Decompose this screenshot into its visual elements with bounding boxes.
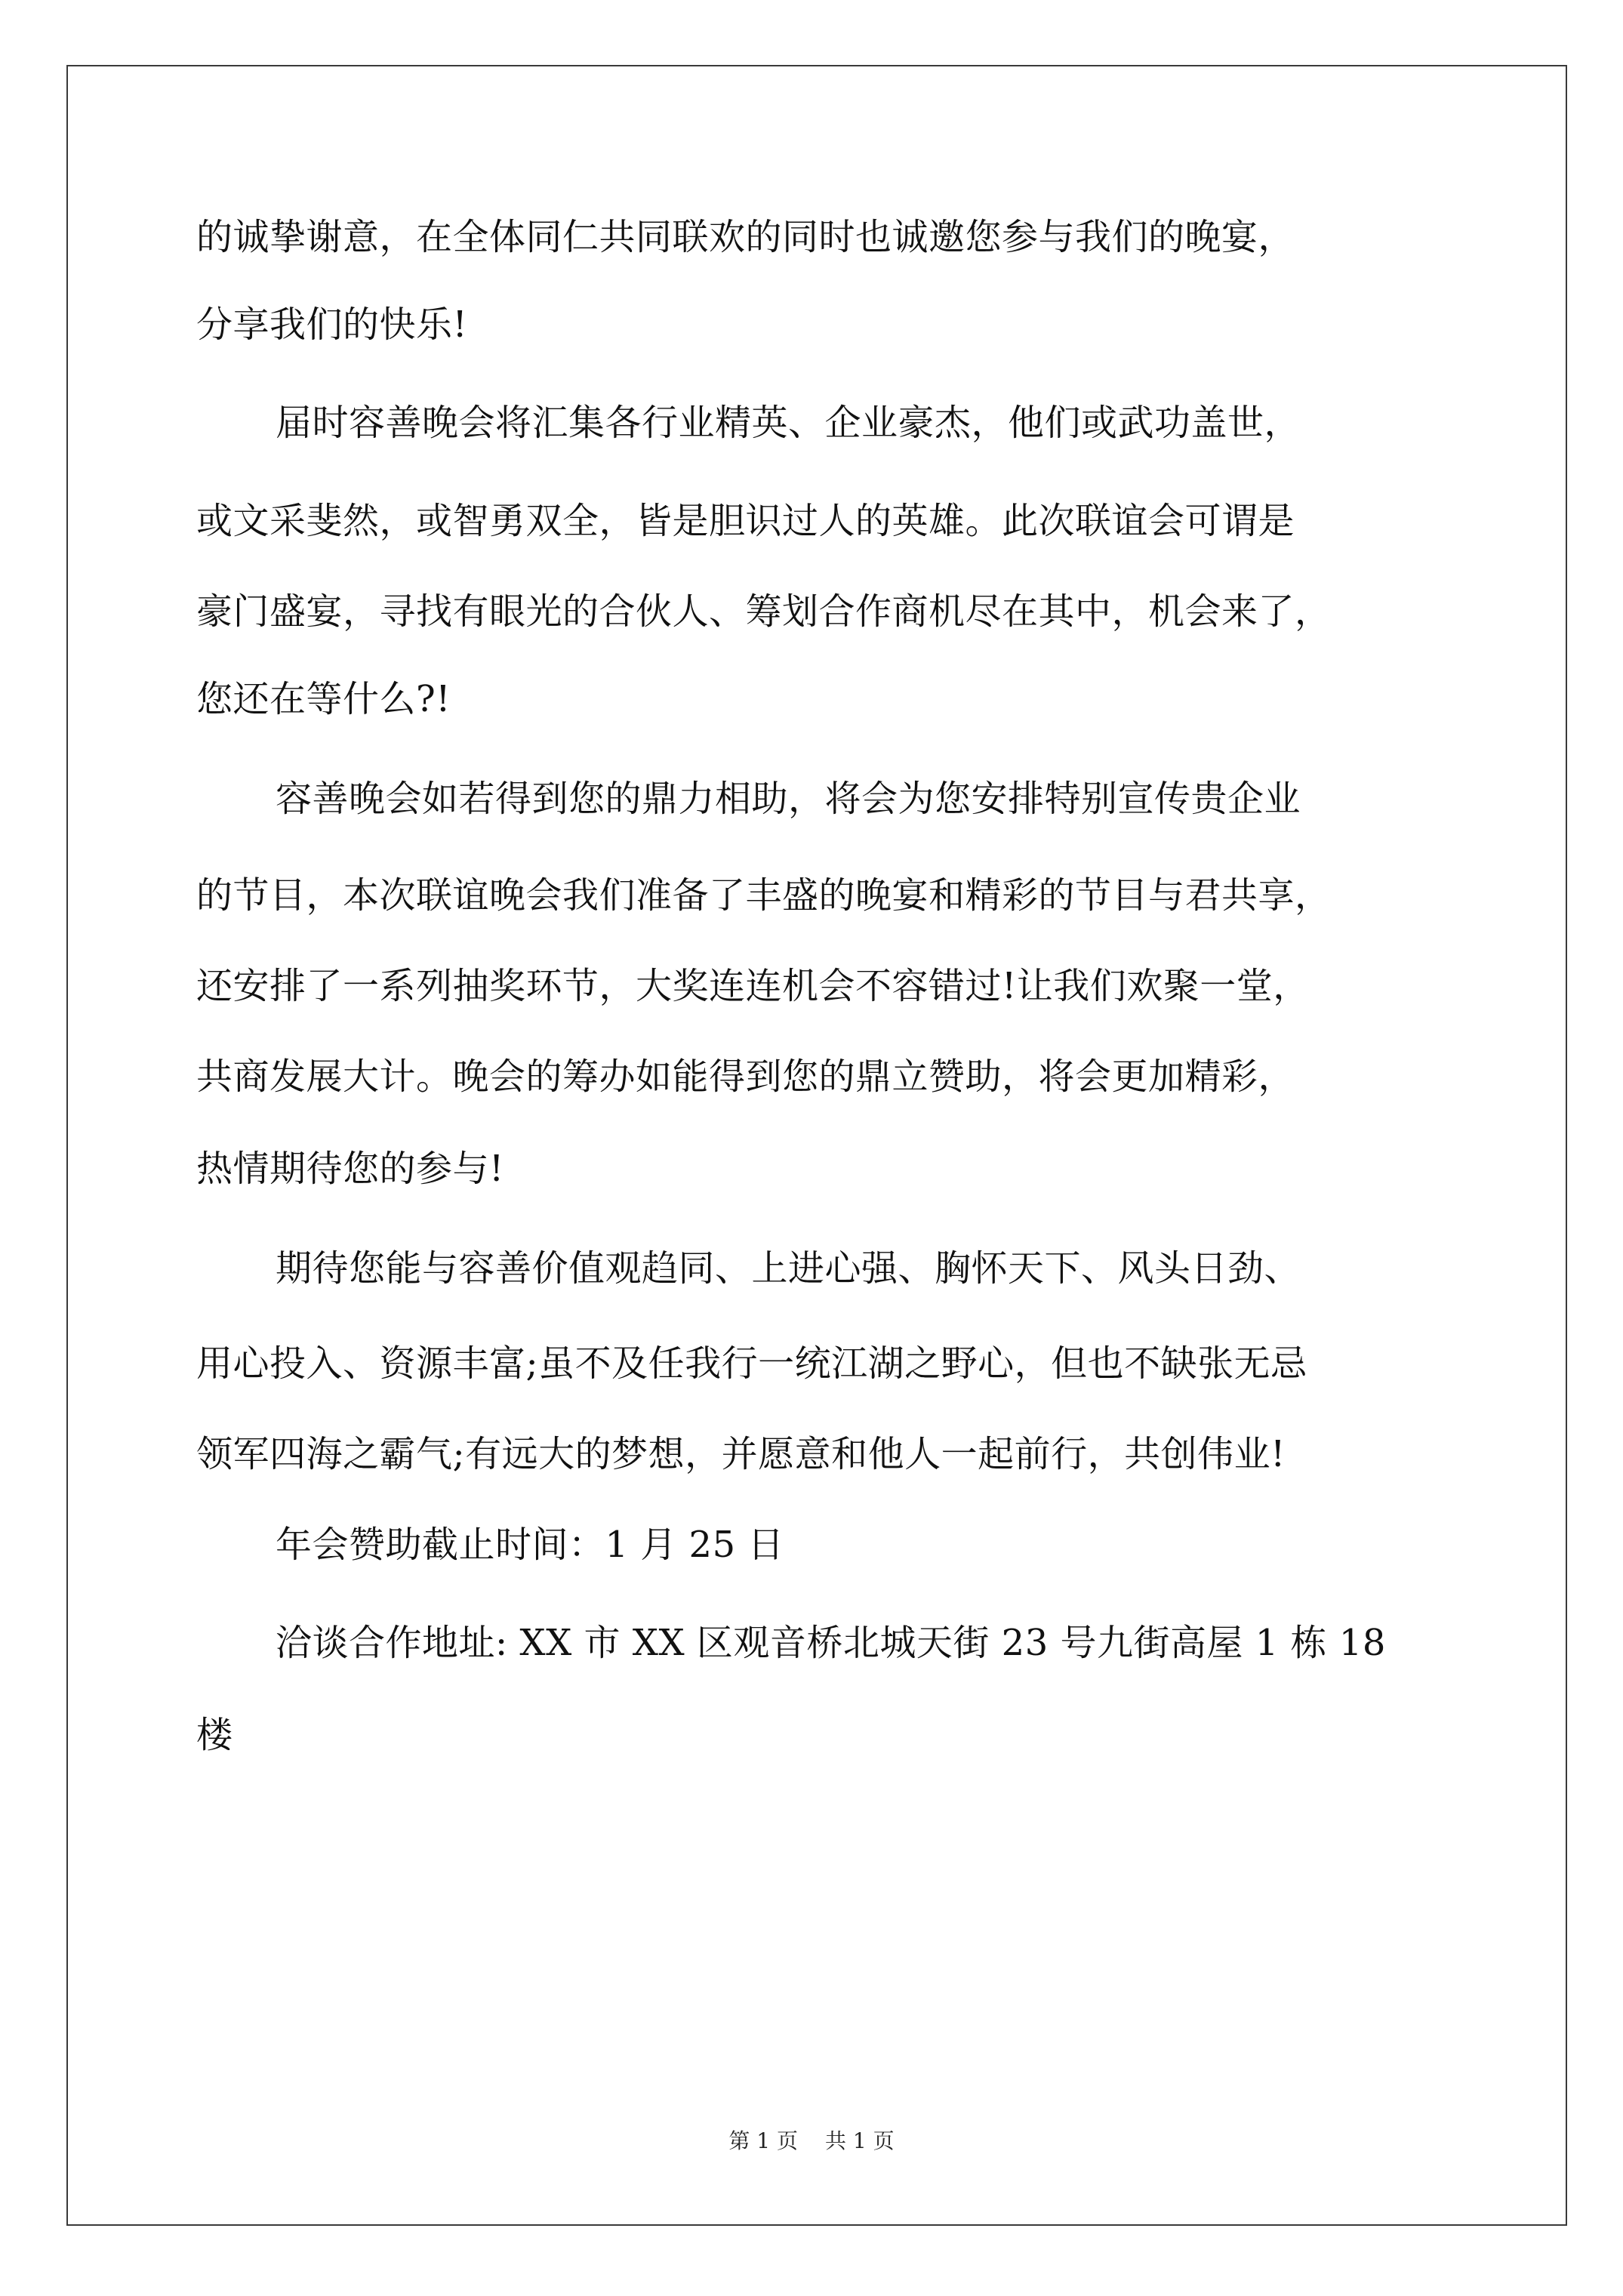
address-line: 楼 — [196, 1714, 233, 1756]
page-number: 第 1 页 — [728, 2128, 798, 2153]
paragraph-line: 还安排了一系列抽奖环节，大奖连连机会不容错过!让我们欢聚一堂， — [196, 965, 1310, 1007]
paragraph-line: 用心投入、资源丰富;虽不及任我行一统江湖之野心，但也不缺张无忌 — [196, 1342, 1307, 1385]
address-line: 洽谈合作地址: XX 市 XX 区观音桥北城天街 23 号九街高屋 1 栋 18 — [276, 1622, 1386, 1664]
paragraph-line: 的节目，本次联谊晚会我们准备了丰盛的晚宴和精彩的节目与君共享， — [196, 874, 1332, 917]
paragraph-line: 共商发展大计。晚会的筹办如能得到您的鼎立赞助，将会更加精彩， — [196, 1056, 1295, 1098]
paragraph-line: 或文采斐然，或智勇双全，皆是胆识过人的英雄。此次联谊会可谓是 — [196, 500, 1295, 542]
page-footer — [0, 2128, 1623, 2155]
paragraph-line: 领军四海之霸气;有远大的梦想，并愿意和他人一起前行，共创伟业! — [196, 1433, 1286, 1475]
page-total: 共 1 页 — [825, 2128, 895, 2153]
paragraph-line: 分享我们的快乐! — [196, 304, 468, 346]
paragraph-line: 容善晚会如若得到您的鼎力相助，将会为您安排特别宣传贵企业 — [276, 778, 1301, 820]
paragraph-line: 豪门盛宴，寻找有眼光的合伙人、筹划合作商机尽在其中，机会来了， — [196, 590, 1332, 633]
paragraph-line: 您还在等什么?! — [196, 678, 451, 720]
deadline-line: 年会赞助截止时间：1 月 25 日 — [276, 1524, 784, 1566]
paragraph-line: 的诚挚谢意，在全体同仁共同联欢的同时也诚邀您参与我们的晚宴， — [196, 216, 1295, 258]
paragraph-line: 热情期待您的参与! — [196, 1148, 504, 1190]
paragraph-line: 届时容善晚会将汇集各行业精英、企业豪杰，他们或武功盖世， — [276, 402, 1301, 444]
paragraph-line: 期待您能与容善价值观趋同、上进心强、胸怀天下、风头日劲、 — [276, 1247, 1301, 1290]
document-body — [196, 0, 1449, 2296]
